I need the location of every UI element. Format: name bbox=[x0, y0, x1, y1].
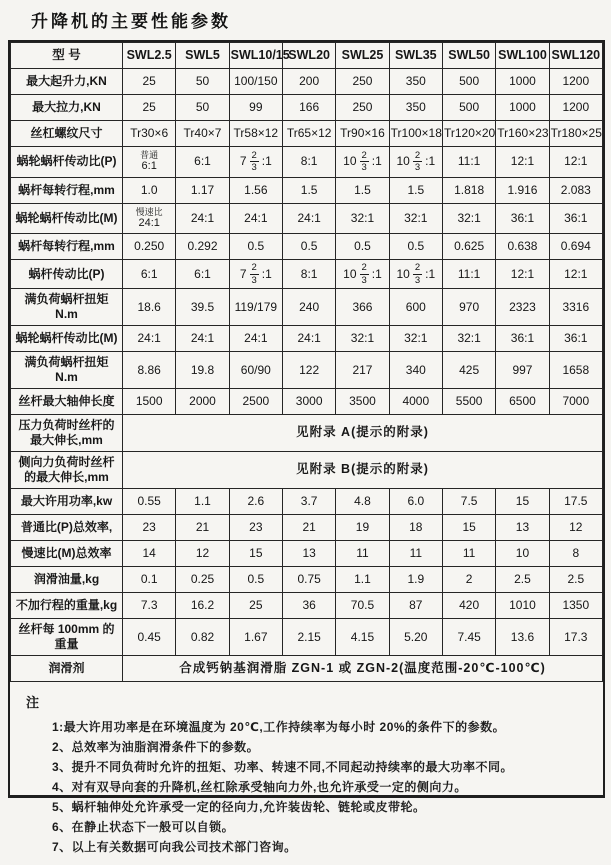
value-cell bbox=[229, 260, 282, 289]
value-cell: 0.5 bbox=[389, 234, 442, 260]
page-title: 升降机的主要性能参数 bbox=[31, 12, 231, 31]
column-header: SWL2.5 bbox=[123, 43, 176, 69]
value-cell bbox=[336, 260, 389, 289]
value-cell: 6.0 bbox=[389, 489, 442, 515]
row-label: 丝杆最大轴伸长度 bbox=[11, 389, 123, 415]
value-cell: 7.3 bbox=[123, 593, 176, 619]
value-cell: 16.2 bbox=[176, 593, 229, 619]
value-cell: 1.818 bbox=[442, 177, 495, 203]
table-row bbox=[11, 567, 603, 593]
value-cell: 2.15 bbox=[282, 619, 335, 656]
value-cell: 32:1 bbox=[442, 203, 495, 234]
value-cell: 2.5 bbox=[549, 567, 602, 593]
span-cell: 见附录 B(提示的附录) bbox=[123, 452, 603, 489]
column-header: SWL10/15 bbox=[229, 43, 282, 69]
value-cell: 32:1 bbox=[336, 203, 389, 234]
table-row bbox=[11, 121, 603, 147]
value-cell: 32:1 bbox=[389, 203, 442, 234]
column-header: SWL35 bbox=[389, 43, 442, 69]
value-cell: 12 bbox=[176, 541, 229, 567]
value-cell: Tr65×12 bbox=[282, 121, 335, 147]
mixed-fraction: 10 2 3 :1 bbox=[396, 149, 436, 174]
value-cell: 25 bbox=[229, 593, 282, 619]
value-cell: 0.5 bbox=[282, 234, 335, 260]
value-cell: 0.625 bbox=[442, 234, 495, 260]
value-cell: 100/150 bbox=[229, 69, 282, 95]
value-cell: 366 bbox=[336, 289, 389, 326]
value-cell: 2500 bbox=[229, 389, 282, 415]
value-cell: 36:1 bbox=[549, 326, 602, 352]
value-cell: 11:1 bbox=[442, 260, 495, 289]
value-cell: 4000 bbox=[389, 389, 442, 415]
value-cell: 1000 bbox=[496, 95, 549, 121]
value-cell: Tr100×18 bbox=[389, 121, 442, 147]
value-cell: 11 bbox=[442, 541, 495, 567]
value-cell: 600 bbox=[389, 289, 442, 326]
table-row bbox=[11, 389, 603, 415]
value-cell: 0.1 bbox=[123, 567, 176, 593]
value-cell: 12:1 bbox=[496, 260, 549, 289]
row-label: 润滑油量,kg bbox=[11, 567, 123, 593]
value-cell: 0.5 bbox=[336, 234, 389, 260]
value-cell: 1200 bbox=[549, 69, 602, 95]
value-cell: 0.25 bbox=[176, 567, 229, 593]
value-cell: 7000 bbox=[549, 389, 602, 415]
value-cell: 13.6 bbox=[496, 619, 549, 656]
mixed-fraction: 7 2 3 :1 bbox=[239, 149, 272, 174]
table-row bbox=[11, 260, 603, 289]
value-cell: 17.5 bbox=[549, 489, 602, 515]
note-item: 4、对有双导向套的升降机,丝杠除承受轴向力外,也允许承受一定的侧向力。 bbox=[52, 780, 467, 795]
value-cell: 99 bbox=[229, 95, 282, 121]
note-item: 7、以上有关数据可向我公司技术部门咨询。 bbox=[52, 840, 297, 855]
value-cell: 4.15 bbox=[336, 619, 389, 656]
value-cell: 2323 bbox=[496, 289, 549, 326]
value-cell: 25 bbox=[123, 69, 176, 95]
note-item: 6、在静止状态下一般可以自锁。 bbox=[52, 820, 235, 835]
value-cell: 217 bbox=[336, 352, 389, 389]
value-cell: 3316 bbox=[549, 289, 602, 326]
value-cell: 32:1 bbox=[336, 326, 389, 352]
value-cell: 70.5 bbox=[336, 593, 389, 619]
table-row bbox=[11, 177, 603, 203]
value-cell: 500 bbox=[442, 95, 495, 121]
value-cell: 420 bbox=[442, 593, 495, 619]
value-cell: 7.5 bbox=[442, 489, 495, 515]
table-frame bbox=[8, 40, 605, 855]
value-cell: 24:1 bbox=[176, 203, 229, 234]
value-cell: 11:1 bbox=[442, 147, 495, 178]
row-label: 压力负荷时丝杆的最大伸长,mm bbox=[11, 415, 123, 452]
value-cell: 36:1 bbox=[549, 203, 602, 234]
header-row bbox=[11, 43, 603, 69]
value-cell: 18 bbox=[389, 515, 442, 541]
column-header-model: 型 号 bbox=[11, 43, 123, 69]
table-row bbox=[11, 415, 603, 452]
value-cell: 240 bbox=[282, 289, 335, 326]
value-cell: 0.694 bbox=[549, 234, 602, 260]
table-row bbox=[11, 289, 603, 326]
value-cell: 0.55 bbox=[123, 489, 176, 515]
value-cell: 0.250 bbox=[123, 234, 176, 260]
value-cell: 36:1 bbox=[496, 203, 549, 234]
value-cell: 24:1 bbox=[176, 326, 229, 352]
value-cell: 0.5 bbox=[229, 567, 282, 593]
row-label: 不加行程的重量,kg bbox=[11, 593, 123, 619]
table-body bbox=[11, 69, 603, 682]
value-cell: 14 bbox=[123, 541, 176, 567]
value-cell: 1.1 bbox=[176, 489, 229, 515]
table-row bbox=[11, 326, 603, 352]
value-cell: 1.56 bbox=[229, 177, 282, 203]
value-cell: 3000 bbox=[282, 389, 335, 415]
value-cell: 50 bbox=[176, 69, 229, 95]
value-cell: 36:1 bbox=[496, 326, 549, 352]
value-cell: 1.9 bbox=[389, 567, 442, 593]
value-cell: 19.8 bbox=[176, 352, 229, 389]
stack-bottom-text: 24:1 bbox=[138, 216, 160, 229]
value-cell: 21 bbox=[176, 515, 229, 541]
value-cell: 1.5 bbox=[389, 177, 442, 203]
value-cell: 500 bbox=[442, 69, 495, 95]
mixed-fraction: 10 2 3 :1 bbox=[396, 262, 436, 286]
table-row bbox=[11, 352, 603, 389]
table-row bbox=[11, 69, 603, 95]
value-cell bbox=[336, 147, 389, 178]
value-cell: 3500 bbox=[336, 389, 389, 415]
value-cell: 0.638 bbox=[496, 234, 549, 260]
value-cell: 19 bbox=[336, 515, 389, 541]
value-cell: 8 bbox=[549, 541, 602, 567]
row-label: 最大拉力,KN bbox=[11, 95, 123, 121]
value-cell: 0.292 bbox=[176, 234, 229, 260]
note-item: 1:最大许用功率是在环境温度为 20℃,工作持续率为每小时 20%的条件下的参数。 bbox=[52, 720, 506, 735]
value-cell: 12:1 bbox=[549, 147, 602, 178]
table-row bbox=[11, 541, 603, 567]
row-label: 蜗杆每转行程,mm bbox=[11, 234, 123, 260]
stack-bottom-text: 6:1 bbox=[141, 160, 157, 173]
value-cell: 39.5 bbox=[176, 289, 229, 326]
value-cell: 12:1 bbox=[549, 260, 602, 289]
value-cell: 8.86 bbox=[123, 352, 176, 389]
span-cell: 合成钙钠基润滑脂 ZGN-1 或 ZGN-2(温度范围-20℃-100℃) bbox=[123, 656, 603, 682]
value-cell: 7.45 bbox=[442, 619, 495, 656]
value-cell: 36 bbox=[282, 593, 335, 619]
value-cell: 1.0 bbox=[123, 177, 176, 203]
value-cell: Tr160×23 bbox=[496, 121, 549, 147]
value-cell: 13 bbox=[496, 515, 549, 541]
value-cell: 15 bbox=[442, 515, 495, 541]
row-label: 蜗轮蜗杆传动比(M) bbox=[11, 326, 123, 352]
mixed-fraction: 7 2 3 :1 bbox=[239, 262, 272, 286]
table-row bbox=[11, 593, 603, 619]
column-header: SWL25 bbox=[336, 43, 389, 69]
value-cell: 340 bbox=[389, 352, 442, 389]
value-cell: 1.5 bbox=[282, 177, 335, 203]
value-cell: 166 bbox=[282, 95, 335, 121]
value-cell: Tr40×7 bbox=[176, 121, 229, 147]
row-label: 满负荷蜗杆扭矩 N.m bbox=[11, 289, 123, 326]
value-cell bbox=[123, 203, 176, 234]
span-cell: 见附录 A(提示的附录) bbox=[123, 415, 603, 452]
value-cell: Tr180×25 bbox=[549, 121, 602, 147]
value-cell: 23 bbox=[123, 515, 176, 541]
value-cell: 0.45 bbox=[123, 619, 176, 656]
value-cell: 997 bbox=[496, 352, 549, 389]
notes-section bbox=[10, 682, 603, 865]
value-cell: 5.20 bbox=[389, 619, 442, 656]
value-cell: 0.82 bbox=[176, 619, 229, 656]
value-cell: 10 bbox=[496, 541, 549, 567]
stack-top-text: 慢速比 bbox=[135, 206, 163, 217]
row-label: 最大起升力,KN bbox=[11, 69, 123, 95]
value-cell: 18.6 bbox=[123, 289, 176, 326]
table-row bbox=[11, 95, 603, 121]
table-row bbox=[11, 619, 603, 656]
table-row bbox=[11, 452, 603, 489]
row-label: 普通比(P)总效率, bbox=[11, 515, 123, 541]
value-cell: 1.5 bbox=[336, 177, 389, 203]
mixed-fraction: 10 2 3 :1 bbox=[343, 149, 382, 174]
table-row bbox=[11, 147, 603, 178]
value-cell: 12:1 bbox=[496, 147, 549, 178]
value-cell: 24:1 bbox=[229, 326, 282, 352]
value-cell: 6:1 bbox=[123, 260, 176, 289]
column-header: SWL5 bbox=[176, 43, 229, 69]
row-label: 侧向力负荷时丝杆的最大伸长,mm bbox=[11, 452, 123, 489]
value-cell: 1010 bbox=[496, 593, 549, 619]
value-cell: 60/90 bbox=[229, 352, 282, 389]
value-cell: Tr120×20 bbox=[442, 121, 495, 147]
value-cell: 6500 bbox=[496, 389, 549, 415]
value-cell: 32:1 bbox=[442, 326, 495, 352]
value-cell: 6:1 bbox=[176, 147, 229, 178]
value-cell: 24:1 bbox=[282, 203, 335, 234]
value-cell: 425 bbox=[442, 352, 495, 389]
value-cell: 21 bbox=[282, 515, 335, 541]
note-item: 5、蜗杆轴伸处允许承受一定的径向力,允许装齿轮、链轮或皮带轮。 bbox=[52, 800, 426, 815]
value-cell: 1.1 bbox=[336, 567, 389, 593]
value-cell: Tr90×16 bbox=[336, 121, 389, 147]
value-cell: 2.5 bbox=[496, 567, 549, 593]
row-label: 丝杆每 100mm 的重量 bbox=[11, 619, 123, 656]
value-cell: 50 bbox=[176, 95, 229, 121]
note-item: 2、总效率为油脂润滑条件下的参数。 bbox=[52, 740, 260, 755]
value-cell: 11 bbox=[336, 541, 389, 567]
value-cell: 119/179 bbox=[229, 289, 282, 326]
row-label: 蜗杆传动比(P) bbox=[11, 260, 123, 289]
table-head bbox=[11, 43, 603, 69]
value-cell: 3.7 bbox=[282, 489, 335, 515]
table-row bbox=[11, 234, 603, 260]
notes-list bbox=[26, 717, 593, 857]
value-cell: 200 bbox=[282, 69, 335, 95]
value-cell: 1350 bbox=[549, 593, 602, 619]
value-cell: 32:1 bbox=[389, 326, 442, 352]
row-label: 蜗轮蜗杆传动比(P) bbox=[11, 147, 123, 178]
row-label: 丝杠螺纹尺寸 bbox=[11, 121, 123, 147]
value-cell: 1.67 bbox=[229, 619, 282, 656]
value-cell: 250 bbox=[336, 69, 389, 95]
value-cell: 1000 bbox=[496, 69, 549, 95]
value-cell: 12 bbox=[549, 515, 602, 541]
performance-table bbox=[10, 42, 603, 682]
value-cell: 24:1 bbox=[229, 203, 282, 234]
value-cell: 4.8 bbox=[336, 489, 389, 515]
mixed-fraction: 10 2 3 :1 bbox=[343, 262, 382, 286]
value-cell: 25 bbox=[123, 95, 176, 121]
stack-top-text: 普通 bbox=[140, 150, 159, 160]
value-cell: 350 bbox=[389, 69, 442, 95]
value-cell: 6:1 bbox=[176, 260, 229, 289]
notes-heading: 注 bbox=[26, 695, 40, 711]
value-cell: 1.916 bbox=[496, 177, 549, 203]
value-cell bbox=[389, 147, 442, 178]
value-cell: 87 bbox=[389, 593, 442, 619]
table-row bbox=[11, 656, 603, 682]
row-label: 满负荷蜗杆扭矩 N.m bbox=[11, 352, 123, 389]
row-label: 慢速比(M)总效率 bbox=[11, 541, 123, 567]
value-cell: 8:1 bbox=[282, 260, 335, 289]
row-label: 最大许用功率,kw bbox=[11, 489, 123, 515]
row-label: 蜗轮蜗杆传动比(M) bbox=[11, 203, 123, 234]
value-cell: 2000 bbox=[176, 389, 229, 415]
row-label: 蜗杆每转行程,mm bbox=[11, 177, 123, 203]
value-cell: 11 bbox=[389, 541, 442, 567]
value-cell bbox=[229, 147, 282, 178]
value-cell: 23 bbox=[229, 515, 282, 541]
value-cell: 1.17 bbox=[176, 177, 229, 203]
note-item: 3、提升不同负荷时允许的扭矩、功率、转速不同,不同起动持续率的最大功率不同。 bbox=[52, 760, 514, 775]
column-header: SWL120 bbox=[549, 43, 602, 69]
value-cell: 350 bbox=[389, 95, 442, 121]
column-header: SWL100 bbox=[496, 43, 549, 69]
table-row bbox=[11, 489, 603, 515]
value-cell: 8:1 bbox=[282, 147, 335, 178]
value-cell: 122 bbox=[282, 352, 335, 389]
value-cell: 0.5 bbox=[229, 234, 282, 260]
value-cell: 1200 bbox=[549, 95, 602, 121]
value-cell: 17.3 bbox=[549, 619, 602, 656]
value-cell bbox=[389, 260, 442, 289]
column-header: SWL20 bbox=[282, 43, 335, 69]
value-cell: Tr30×6 bbox=[123, 121, 176, 147]
value-cell: Tr58×12 bbox=[229, 121, 282, 147]
value-cell: 5500 bbox=[442, 389, 495, 415]
value-cell: 1500 bbox=[123, 389, 176, 415]
table-row bbox=[11, 515, 603, 541]
value-cell: 0.75 bbox=[282, 567, 335, 593]
value-cell: 970 bbox=[442, 289, 495, 326]
value-cell: 250 bbox=[336, 95, 389, 121]
value-cell: 13 bbox=[282, 541, 335, 567]
value-cell: 2.6 bbox=[229, 489, 282, 515]
row-label: 润滑剂 bbox=[11, 656, 123, 682]
value-cell: 24:1 bbox=[282, 326, 335, 352]
table-row bbox=[11, 203, 603, 234]
column-header: SWL50 bbox=[442, 43, 495, 69]
value-cell: 2.083 bbox=[549, 177, 602, 203]
value-cell: 15 bbox=[496, 489, 549, 515]
value-cell: 2 bbox=[442, 567, 495, 593]
value-cell: 1658 bbox=[549, 352, 602, 389]
value-cell: 24:1 bbox=[123, 326, 176, 352]
value-cell bbox=[123, 147, 176, 178]
value-cell: 15 bbox=[229, 541, 282, 567]
